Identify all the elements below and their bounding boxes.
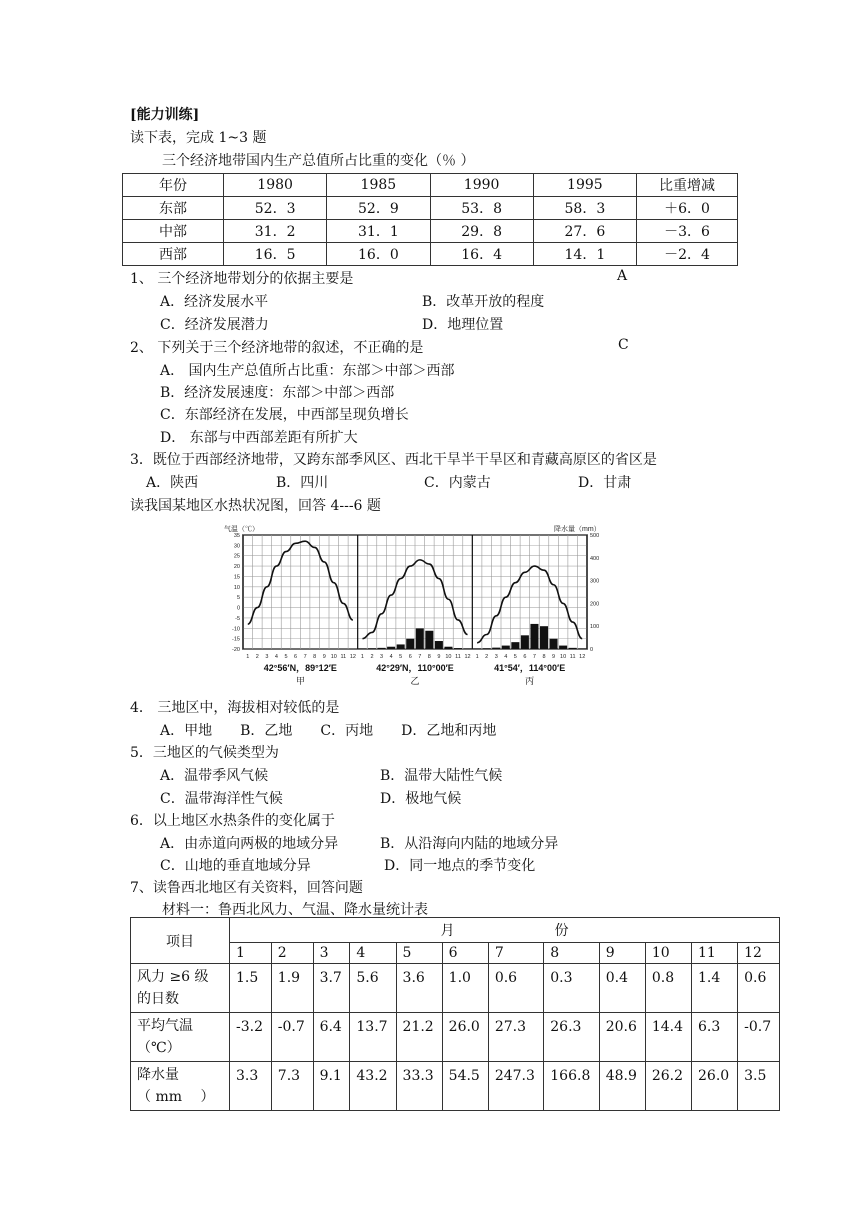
precip-bar xyxy=(492,648,500,649)
precip-bar xyxy=(444,647,452,649)
table-cell: 1.0 xyxy=(442,964,488,1013)
table-cell: 0.3 xyxy=(544,964,599,1013)
table-cell: 16．0 xyxy=(327,243,430,266)
table-cell: 53．8 xyxy=(430,197,533,220)
month-cell: 5 xyxy=(396,943,442,964)
table-cell: 5.6 xyxy=(350,964,396,1013)
month-tick-label: 3 xyxy=(380,654,384,660)
table-cell: 1.5 xyxy=(230,964,272,1013)
question-2-option-c: C．东部经济在发展，中西部呈现负增长 xyxy=(160,407,409,423)
left-tick-label: -20 xyxy=(232,647,240,653)
table-cell: 0.6 xyxy=(738,964,780,1013)
table-cell: 东部 xyxy=(123,197,224,220)
instruction-1: 读下表，完成 1~3 题 xyxy=(130,130,267,146)
table-row xyxy=(131,1013,780,1062)
month-tick-label: 9 xyxy=(437,654,441,660)
table-cell: ＋6．0 xyxy=(637,197,738,220)
table-cell: 52．3 xyxy=(224,197,327,220)
table-cell: -0.7 xyxy=(738,1013,780,1062)
question-3-option-a: A．陕西 xyxy=(146,475,199,491)
month-tick-label: 8 xyxy=(313,654,317,660)
table-header-row xyxy=(131,918,780,943)
table-cell: 3.5 xyxy=(738,1062,780,1111)
left-tick-label: 20 xyxy=(233,564,240,571)
month-tick-label: 2 xyxy=(485,654,489,660)
question-1-answer: A xyxy=(617,268,628,284)
month-header-label: 月 xyxy=(440,923,455,939)
month-cell: 3 xyxy=(313,943,350,964)
panel-coordinate-label: 41°54′，114°00′E xyxy=(494,663,566,673)
month-tick-label: 1 xyxy=(246,654,250,660)
question-1-option-b: B．改革开放的程度 xyxy=(422,294,545,310)
precip-bar xyxy=(502,646,510,649)
month-cell: 9 xyxy=(599,943,645,964)
section-title: [能力训练] xyxy=(130,107,200,123)
month-tick-label: 7 xyxy=(303,654,307,660)
table-cell: 16．5 xyxy=(224,243,327,266)
table-cell: 6.3 xyxy=(692,1013,738,1062)
header-cell: 年份 xyxy=(123,174,224,197)
table-cell: -3.2 xyxy=(230,1013,272,1062)
table-row xyxy=(123,197,738,220)
right-tick-label: 500 xyxy=(590,533,600,539)
month-tick-label: 1 xyxy=(475,654,479,660)
table-cell: 中部 xyxy=(123,220,224,243)
precip-bar xyxy=(559,646,567,649)
month-tick-label: 8 xyxy=(542,654,546,660)
question-5-option-d: D．极地气候 xyxy=(380,791,462,807)
month-cell: 6 xyxy=(442,943,488,964)
question-1-option-d: D．地理位置 xyxy=(422,317,504,333)
precip-bar xyxy=(425,631,433,649)
month-tick-label: 4 xyxy=(504,654,508,660)
month-tick-label: 3 xyxy=(494,654,498,660)
row-label-line: 风力 ≥6 级 xyxy=(137,969,209,985)
question-5-stem: 5．三地区的气候类型为 xyxy=(130,745,279,761)
question-2-option-b: B．经济发展速度：东部＞中部＞西部 xyxy=(160,385,395,401)
question-2-answer: C xyxy=(618,337,629,353)
table-row xyxy=(123,243,738,266)
question-2-option-d: D． 东部与中西部差距有所扩大 xyxy=(160,430,358,446)
question-3-option-d: D．甘肃 xyxy=(578,475,632,491)
table-cell: 48.9 xyxy=(599,1062,645,1111)
month-cell: 2 xyxy=(271,943,313,964)
panel-coordinate-label: 42°56′N，89°12′E xyxy=(263,663,337,673)
header-cell: 1990 xyxy=(430,174,533,197)
climate-stats-table xyxy=(130,917,780,1111)
table-cell: 52．9 xyxy=(327,197,430,220)
table-cell: 21.2 xyxy=(396,1013,442,1062)
header-cell: 1980 xyxy=(224,174,327,197)
month-cell: 11 xyxy=(692,943,738,964)
left-tick-label: 25 xyxy=(233,553,240,560)
table-cell: 31．1 xyxy=(327,220,430,243)
panel-name-label: 丙 xyxy=(525,677,535,687)
month-tick-label: 3 xyxy=(265,654,269,660)
table-cell: 20.6 xyxy=(599,1013,645,1062)
table-cell: 33.3 xyxy=(396,1062,442,1111)
table-cell: 1.9 xyxy=(271,964,313,1013)
month-tick-label: 12 xyxy=(464,654,471,660)
question-5-option-c: C．温带海洋性气候 xyxy=(160,791,283,807)
row-label-line: （ mm ） xyxy=(137,1089,215,1105)
table-cell: 31．2 xyxy=(224,220,327,243)
instruction-2: 读我国某地区水热状况图，回答 4---6 题 xyxy=(130,498,381,514)
row-label-line: 平均气温 xyxy=(137,1018,193,1034)
month-tick-label: 6 xyxy=(294,654,298,660)
table-cell: 26.3 xyxy=(544,1013,599,1062)
table-cell: 14.4 xyxy=(645,1013,691,1062)
month-header-label: 份 xyxy=(554,923,569,939)
left-axis-label: 气温（℃） xyxy=(224,526,259,533)
precip-bar xyxy=(454,648,462,649)
month-tick-label: 4 xyxy=(389,654,393,660)
month-tick-label: 6 xyxy=(523,654,527,660)
precip-bar xyxy=(406,639,414,649)
question-3-option-b: B．四川 xyxy=(276,475,329,491)
month-tick-label: 11 xyxy=(455,654,461,660)
month-tick-label: 12 xyxy=(349,654,356,660)
precip-bar xyxy=(530,624,538,649)
table-row xyxy=(131,1062,780,1111)
precip-bar xyxy=(387,647,395,649)
table-cell: －3．6 xyxy=(637,220,738,243)
precip-bar xyxy=(483,648,491,649)
right-tick-label: 100 xyxy=(590,624,600,631)
table-cell: 166.8 xyxy=(544,1062,599,1111)
table-cell: 1.4 xyxy=(692,964,738,1013)
month-tick-label: 10 xyxy=(330,654,337,660)
table-row xyxy=(123,220,738,243)
month-tick-label: 9 xyxy=(322,654,326,660)
month-cell: 4 xyxy=(350,943,396,964)
month-cell: 10 xyxy=(645,943,691,964)
table1-caption: 三个经济地带国内生产总值所占比重的变化（％ ） xyxy=(162,153,475,169)
table-cell: 27．6 xyxy=(533,220,636,243)
question-2-option-a: A． 国内生产总值所占比重：东部＞中部＞西部 xyxy=(160,363,455,379)
question-1-option-a: A．经济发展水平 xyxy=(160,294,269,310)
month-tick-label: 1 xyxy=(360,654,364,660)
table-cell: 西部 xyxy=(123,243,224,266)
question-4-stem: 4． 三地区中，海拔相对较低的是 xyxy=(130,700,340,716)
month-tick-label: 11 xyxy=(340,654,347,660)
table-cell: 27.3 xyxy=(488,1013,543,1062)
table-cell: 0.4 xyxy=(599,964,645,1013)
right-tick-label: 400 xyxy=(590,555,600,562)
table-cell: 7.3 xyxy=(271,1062,313,1111)
left-tick-label: 15 xyxy=(233,574,240,581)
table-cell: 3.7 xyxy=(313,964,350,1013)
month-tick-label: 5 xyxy=(284,654,288,660)
table-cell: －2．4 xyxy=(637,243,738,266)
month-tick-label: 2 xyxy=(255,654,259,660)
header-cell: 比重增减 xyxy=(637,174,738,197)
row-label-line: （℃） xyxy=(137,1040,181,1056)
month-tick-label: 4 xyxy=(274,654,278,660)
panel-name-label: 甲 xyxy=(295,677,305,687)
month-tick-label: 2 xyxy=(370,654,374,660)
table-cell: 43.2 xyxy=(350,1062,396,1111)
question-1-option-c: C．经济发展潜力 xyxy=(160,317,269,333)
question-1-stem: 1、 三个经济地带划分的依据主要是 xyxy=(130,271,354,287)
table-cell: 26.0 xyxy=(692,1062,738,1111)
table-cell: 9.1 xyxy=(313,1062,350,1111)
precip-bar xyxy=(378,648,386,649)
month-tick-label: 11 xyxy=(569,654,576,660)
question-6-option-c: C．山地的垂直地域分异 xyxy=(160,858,311,874)
right-tick-label: 200 xyxy=(590,601,600,608)
question-4-options: A．甲地 B．乙地 C．丙地 D．乙地和丙地 xyxy=(160,723,497,739)
month-cell: 12 xyxy=(738,943,780,964)
month-tick-label: 7 xyxy=(532,654,536,660)
item-header: 项目 xyxy=(131,918,230,964)
row-label xyxy=(131,1062,230,1111)
left-tick-label: -10 xyxy=(232,626,240,633)
question-6-stem: 6．以上地区水热条件的变化属于 xyxy=(130,813,335,829)
precip-bar xyxy=(569,648,577,649)
table-cell: 3.3 xyxy=(230,1062,272,1111)
precip-bar xyxy=(368,648,376,649)
month-tick-label: 9 xyxy=(552,654,556,660)
question-6-option-d: D．同一地点的季节变化 xyxy=(384,858,536,874)
table-cell: 16．4 xyxy=(430,243,533,266)
left-tick-label: -5 xyxy=(235,615,240,622)
question-6-option-b: B．从沿海向内陆的地域分异 xyxy=(380,836,559,852)
left-tick-label: -15 xyxy=(232,636,240,643)
month-cell: 8 xyxy=(544,943,599,964)
month-cell: 7 xyxy=(488,943,543,964)
table-cell: 13.7 xyxy=(350,1013,396,1062)
right-tick-label: 0 xyxy=(590,647,594,653)
month-tick-label: 8 xyxy=(427,654,431,660)
table-cell: 58．3 xyxy=(533,197,636,220)
row-label xyxy=(131,964,230,1013)
month-tick-label: 5 xyxy=(399,654,403,660)
table-cell: 0.8 xyxy=(645,964,691,1013)
precip-bar xyxy=(550,639,558,649)
row-label xyxy=(131,1013,230,1062)
header-cell: 1995 xyxy=(533,174,636,197)
month-header xyxy=(230,918,780,943)
left-tick-label: 30 xyxy=(233,543,240,550)
table-cell: 26.0 xyxy=(442,1013,488,1062)
month-tick-label: 12 xyxy=(579,654,586,660)
panel-name-label: 乙 xyxy=(410,677,420,687)
precip-bar xyxy=(540,626,548,649)
question-5-option-b: B．温带大陆性气候 xyxy=(380,768,503,784)
header-cell: 1985 xyxy=(327,174,430,197)
month-tick-label: 6 xyxy=(408,654,412,660)
row-label-line: 的日数 xyxy=(137,991,179,1007)
question-5-option-a: A．温带季风气候 xyxy=(160,768,269,784)
table-cell: 29．8 xyxy=(430,220,533,243)
left-tick-label: 35 xyxy=(233,533,240,539)
left-tick-label: 10 xyxy=(233,584,240,591)
climate-chart xyxy=(224,522,606,688)
table-cell: 26.2 xyxy=(645,1062,691,1111)
question-3-stem: 3．既位于西部经济地带，又跨东部季风区、西北干旱半干旱区和青藏高原区的省区是 xyxy=(130,452,657,468)
table-cell: 6.4 xyxy=(313,1013,350,1062)
precip-bar xyxy=(416,628,424,649)
month-tick-label: 7 xyxy=(418,654,422,660)
left-tick-label: 0 xyxy=(236,605,240,612)
table-cell: 54.5 xyxy=(442,1062,488,1111)
question-6-option-a: A．由赤道向两极的地域分异 xyxy=(160,836,339,852)
precip-bar xyxy=(435,641,443,649)
table-header-row xyxy=(123,174,738,197)
question-2-stem: 2、 下列关于三个经济地带的叙述，不正确的是 xyxy=(130,340,424,356)
panel-coordinate-label: 42°29′N，110°00′E xyxy=(376,663,454,673)
month-tick-label: 10 xyxy=(560,654,567,660)
table-cell: -0.7 xyxy=(271,1013,313,1062)
right-tick-label: 300 xyxy=(590,578,600,585)
precip-bar xyxy=(397,644,405,649)
table-row xyxy=(131,964,780,1013)
month-tick-label: 5 xyxy=(513,654,517,660)
gdp-share-table xyxy=(122,173,738,266)
table-cell: 3.6 xyxy=(396,964,442,1013)
table-cell: 247.3 xyxy=(488,1062,543,1111)
right-axis-label: 降水量（mm） xyxy=(554,526,601,533)
left-tick-label: 5 xyxy=(236,595,240,602)
table-cell: 0.6 xyxy=(488,964,543,1013)
table-cell: 14．1 xyxy=(533,243,636,266)
precip-bar xyxy=(511,642,519,649)
material-1-title: 材料一：鲁西北风力、气温、降水量统计表 xyxy=(162,902,428,918)
question-3-option-c: C．内蒙古 xyxy=(424,475,491,491)
question-7-stem: 7、读鲁西北地区有关资料，回答问题 xyxy=(130,880,363,896)
precip-bar xyxy=(521,635,529,649)
row-label-line: 降水量 xyxy=(137,1067,179,1083)
month-cell: 1 xyxy=(230,943,272,964)
month-tick-label: 10 xyxy=(445,654,452,660)
